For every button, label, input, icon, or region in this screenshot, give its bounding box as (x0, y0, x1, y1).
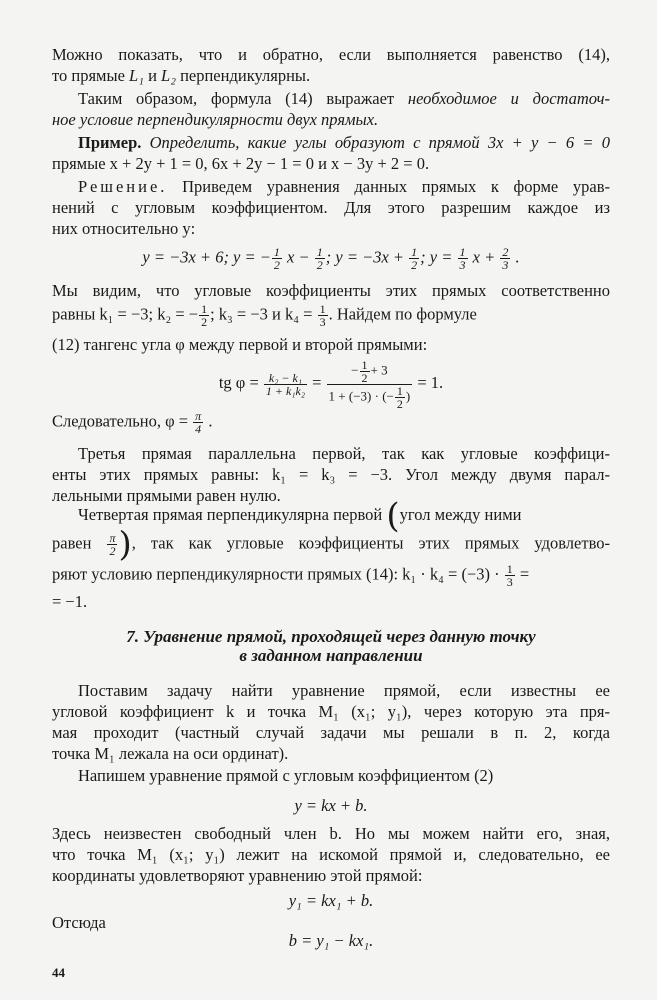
text-line: ное условие перпендикулярности двух прямых. (52, 110, 379, 129)
text-line: Отсюда (52, 913, 106, 932)
section-heading: в заданном направлении (239, 646, 423, 665)
text-line: мая проходит (частный случай задачи мы решали в п. 2, когда (52, 723, 610, 742)
text-line: угловой коэффициент k и точка M₁ (x₁; y₁), через которую эта пря- (52, 702, 610, 721)
text-line: что точка M₁ (x₁; y₁) лежит на искомой прямой и, следовательно, ее (52, 845, 610, 864)
solution-line: Решение. Приведем уравнения данных прямых к форме урав- (78, 177, 610, 196)
text-line: енты этих прямых равны: k₁ = k₃ = −3. Угол между двумя парал- (52, 465, 610, 484)
text-line: Мы видим, что угловые коэффициенты этих прямых соответственно (52, 281, 610, 300)
text-line: точка M₁ лежала на оси ординат). (52, 744, 289, 763)
text-line: Здесь неизвестен свободный член b. Но мы можем найти его, зная, (52, 824, 610, 843)
text-line: них относительно y: (52, 219, 196, 238)
text-line: = −1. (52, 592, 88, 611)
equation-lines: y = −3x + 6; y = − $\frac{1}{2}$ x − $\frac{1}{2}$ ; y = −3x + $\frac{1}{2}$ ; y = $\frac{1}{3}$ x + $\frac{2}{3}$ . (142, 245, 520, 272)
text-line: Третья прямая параллельна первой, так как угловые коэффици- (78, 444, 610, 463)
text-line: Таким образом, формула (14) выражает необходимое и достаточ- (78, 89, 610, 108)
text-line: ряют условию перпендикулярности прямых (14): k₁ · k₄ = (−3) · $\frac{1}{3}$ = (52, 562, 530, 589)
text-line: Можно показать, что и обратно, если выполняется равенство (14), (52, 45, 610, 64)
equation: b = y₁ − kx₁. (288, 931, 374, 950)
section-heading: 7. Уравнение прямой, проходящей через данную точку (126, 627, 536, 646)
text-line: лельными прямыми равен нулю. (52, 486, 281, 505)
text-line: координаты удовлетворяют уравнению этой прямой: (52, 866, 423, 885)
text-line: Следовательно, φ = $\frac{\pi}{4}$ . (52, 409, 213, 436)
equation: y₁ = kx₁ + b. (288, 891, 374, 910)
text-line: нений с угловым коэффициентом. Для этого разрешим каждое из (52, 198, 610, 217)
text-line: равны k₁ = −3; k₂ = − $\frac{1}{2}$ ; k₃ = −3 и k₄ = $\frac{1}{3}$ . Найдем по формуле (52, 302, 477, 329)
text-line: равен $\frac{\pi}{2}$ ), так как угловые коэффициенты этих прямых удовлетво- (52, 524, 610, 565)
text-line: (12) тангенс угла φ между первой и второй прямыми: (52, 335, 428, 354)
text-line: Четвертая прямая перпендикулярна первой (угол между ними (78, 496, 522, 537)
tangent-formula: tg φ = $\frac{\text{k₂ − k₁}}{\text{1 + k₁k₂}}$ = − $\frac{1}{2}$ + 3 1 + (−3) · (− $\frac{1}{2}$ ) = 1. (218, 357, 444, 411)
text-line: Напишем уравнение прямой с угловым коэффициентом (2) (78, 766, 494, 785)
text-line: то прямые L₁ и L₂ перпендикулярны. (52, 66, 311, 85)
example-line: Пример. Определить, какие углы образуют с прямой 3x + y − 6 = 0 (78, 133, 610, 152)
text-line: Поставим задачу найти уравнение прямой, если известны ее (78, 681, 610, 700)
page-number: 44 (52, 965, 65, 980)
equation: y = kx + b. (294, 796, 368, 815)
text-line: прямые x + 2y + 1 = 0, 6x + 2y − 1 = 0 и x − 3y + 2 = 0. (52, 154, 430, 173)
